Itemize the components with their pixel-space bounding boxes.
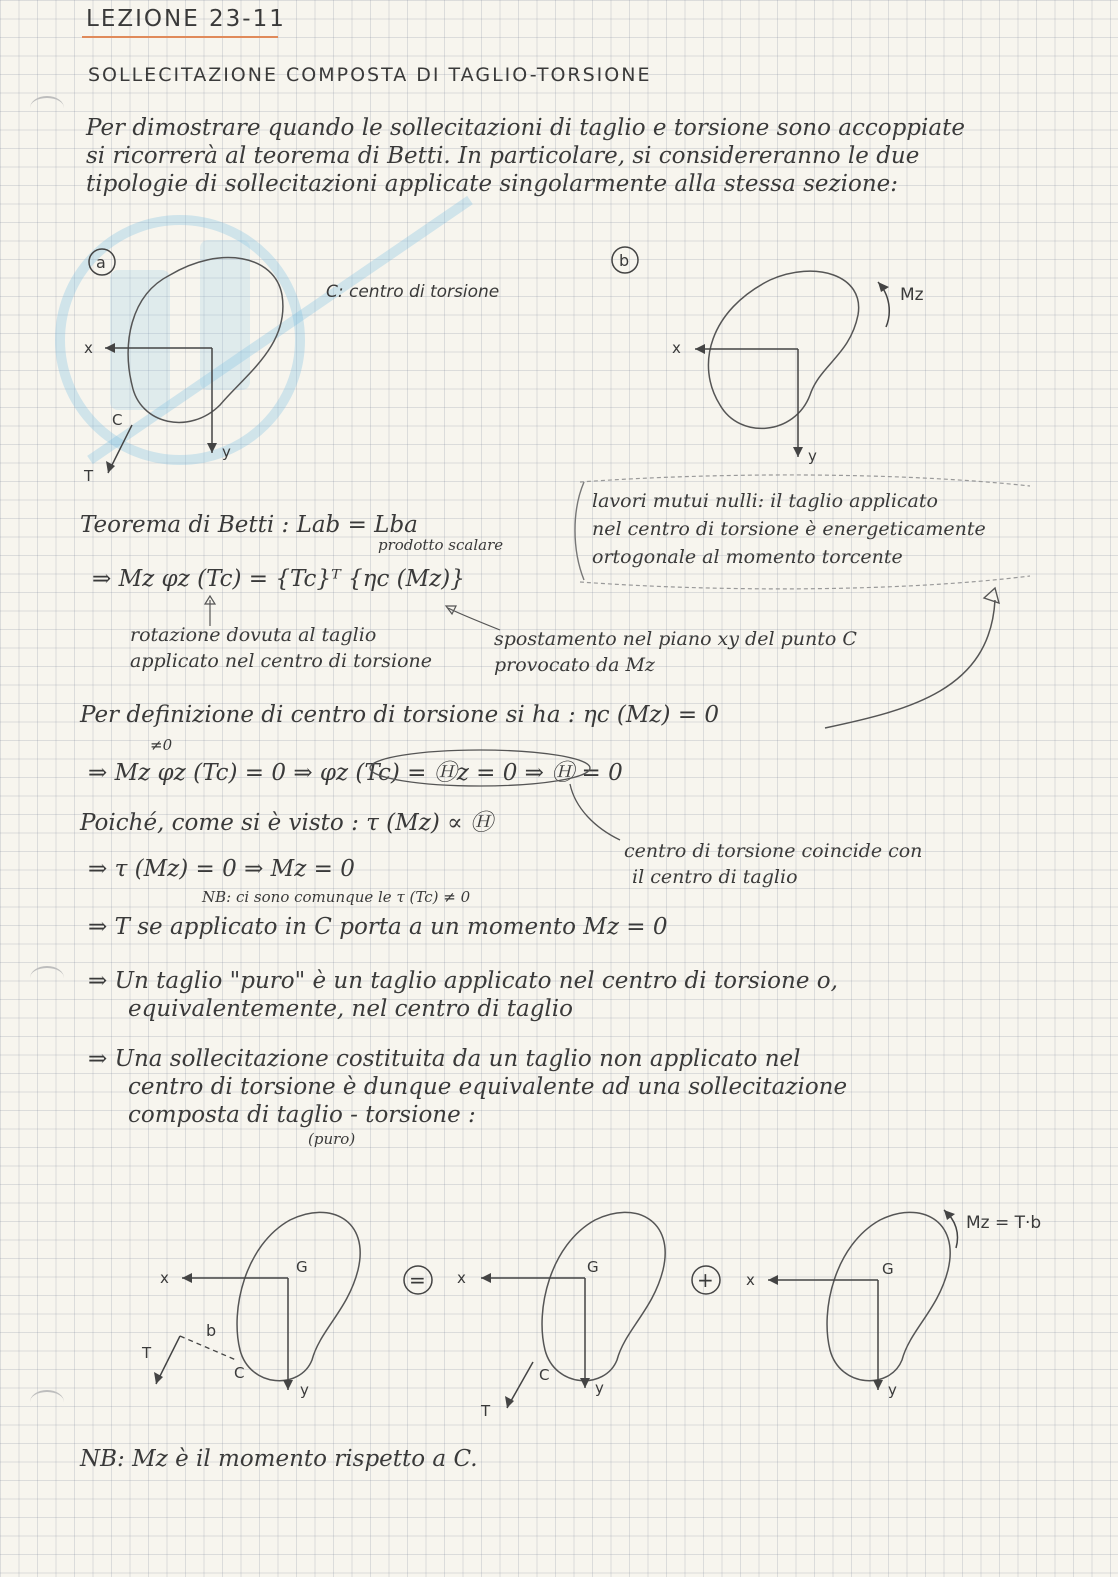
case-marker-label: b xyxy=(619,251,630,270)
rotation-note-line: rotazione dovuta al taglio xyxy=(130,624,377,646)
y-axis-label: y xyxy=(888,1381,897,1399)
intro-line: tipologie di sollecitazioni applicate singolarmente alla stessa sezione: xyxy=(86,171,899,197)
binder-hole xyxy=(30,96,64,120)
section-outline xyxy=(827,1212,950,1380)
case-marker-label: a xyxy=(96,253,106,272)
x-axis-label: x xyxy=(672,339,681,357)
side-note-line: ortogonale al momento torcente xyxy=(592,546,903,568)
section-outline xyxy=(708,271,858,428)
x-axis-label: x xyxy=(457,1269,466,1287)
betti-statement: Teorema di Betti : Lab = Lba xyxy=(80,512,418,538)
binder-hole xyxy=(30,1390,64,1414)
side-note-bracket xyxy=(570,470,1050,740)
nb-small-note: NB: ci sono comunque le τ (Tc) ≠ 0 xyxy=(202,888,471,906)
y-axis-label: y xyxy=(808,447,817,465)
centroid-label: G xyxy=(587,1258,599,1276)
side-note-line: lavori mutui nulli: il taglio applicato xyxy=(592,490,938,512)
puro-note: (puro) xyxy=(308,1130,356,1148)
page-title: SOLLECITAZIONE COMPOSTA DI TAGLIO-TORSIONE xyxy=(88,64,652,86)
rotation-note-line: applicato nel centro di torsione xyxy=(130,650,432,672)
step-1: ⇒ Mz φz (Tc) = 0 ⇒ φz (Tc) = Ⓗz = 0 ⇒ Ⓗ = 0 xyxy=(88,760,623,786)
displacement-note-line: spostamento nel piano xy del punto C xyxy=(494,628,857,650)
force-t-label: T xyxy=(142,1344,152,1362)
svg-text:+: + xyxy=(697,1268,714,1292)
not-zero-mark: ≠0 xyxy=(150,736,173,754)
x-arrow xyxy=(105,343,115,353)
coincide-note-line: il centro di taglio xyxy=(632,866,798,888)
step-3: ⇒ T se applicato in C porta a un momento Mz = 0 xyxy=(88,914,668,940)
x-axis-label: x xyxy=(84,339,93,357)
x-arrow xyxy=(768,1275,778,1285)
plus-sign xyxy=(688,1262,728,1302)
binder-hole xyxy=(30,966,64,990)
definition-line: Per definizione di centro di torsione si ha : ηc (Mz) = 0 xyxy=(80,702,720,728)
moment-arrow xyxy=(944,1210,955,1220)
moment-label: Mz xyxy=(900,285,924,305)
centroid-label: G xyxy=(882,1260,894,1278)
lesson-header: LEZIONE 23-11 xyxy=(86,6,286,32)
section-outline xyxy=(128,258,283,423)
point-c-label: C xyxy=(234,1364,245,1382)
lever-arm-label: b xyxy=(206,1321,217,1340)
x-arrow xyxy=(182,1273,192,1283)
y-axis-label: y xyxy=(300,1381,309,1399)
centroid-label: G xyxy=(296,1258,308,1276)
step-5-line: centro di torsione è dunque equivalente ad una sollecitazione xyxy=(128,1074,848,1100)
intro-line: si ricorrerà al teorema di Betti. In particolare, si considereranno le due xyxy=(86,143,920,169)
x-arrow xyxy=(695,344,705,354)
y-axis-label: y xyxy=(222,443,231,461)
x-axis-label: x xyxy=(160,1269,169,1287)
y-arrow xyxy=(873,1380,883,1390)
y-axis-label: y xyxy=(595,1379,604,1397)
step-5-line: composta di taglio - torsione : xyxy=(128,1102,476,1128)
figure-case-b xyxy=(600,235,960,475)
bottom-figure-3 xyxy=(730,1190,1080,1430)
scalar-product-note: prodotto scalare xyxy=(378,536,504,554)
x-axis-label: x xyxy=(746,1271,755,1289)
torsion-center-note: C: centro di torsione xyxy=(326,282,500,302)
step-2: ⇒ τ (Mz) = 0 ⇒ Mz = 0 xyxy=(88,856,355,882)
force-t-label: T xyxy=(481,1402,491,1420)
header-underline xyxy=(82,36,278,38)
force-t-label: T xyxy=(84,467,94,485)
y-arrow xyxy=(580,1378,590,1388)
section-outline xyxy=(542,1212,665,1380)
bottom-figure-2 xyxy=(445,1190,685,1430)
displacement-note-line: provocato da Mz xyxy=(494,654,655,676)
final-note: NB: Mz è il momento rispetto a C. xyxy=(80,1446,478,1472)
equals-sign xyxy=(400,1262,440,1302)
section-outline xyxy=(237,1212,360,1380)
figure-case-a xyxy=(60,235,540,495)
coincide-note-line: centro di torsione coincide con xyxy=(624,840,923,862)
point-c-label: C xyxy=(539,1366,550,1384)
point-c-label: C xyxy=(112,411,123,429)
bottom-figure-1 xyxy=(140,1190,380,1430)
step-4-line: ⇒ Un taglio "puro" è un taglio applicato nel centro di torsione o, xyxy=(88,968,838,994)
side-note-line: nel centro di torsione è energeticamente xyxy=(592,518,986,540)
step-4-line: equivalentemente, nel centro di taglio xyxy=(128,996,573,1022)
intro-line: Per dimostrare quando le sollecitazioni di taglio e torsione sono accoppiate xyxy=(86,115,965,141)
y-arrow xyxy=(207,443,217,453)
y-arrow xyxy=(283,1380,293,1390)
x-arrow xyxy=(481,1273,491,1283)
since-line: Poiché, come si è visto : τ (Mz) ∝ Ⓗ xyxy=(80,810,493,836)
y-arrow xyxy=(793,447,803,457)
step-5-line: ⇒ Una sollecitazione costituita da un taglio non applicato nel xyxy=(88,1046,801,1072)
betti-equation: ⇒ Mz φz (Tc) = {Tc}ᵀ {ηc (Mz)} xyxy=(92,566,465,592)
moment-label: Mz = T·b xyxy=(966,1213,1042,1233)
svg-text:=: = xyxy=(409,1268,426,1292)
